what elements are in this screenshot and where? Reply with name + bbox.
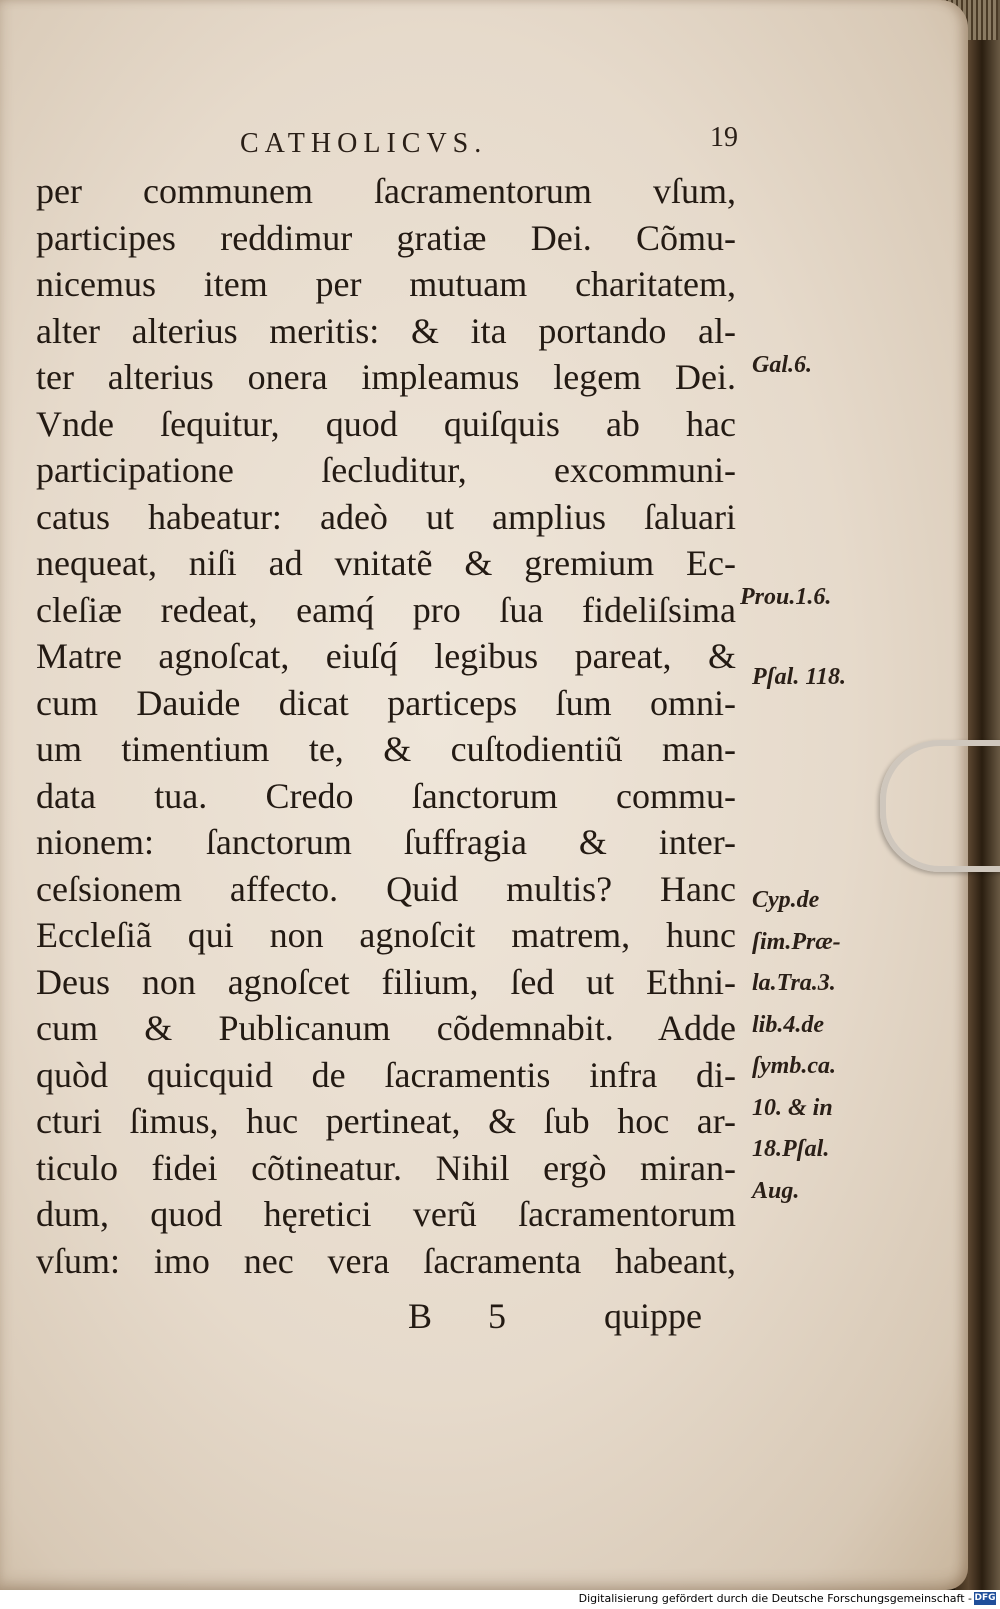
margin-line: 18.Pſal. [752, 1136, 830, 1162]
dfg-logo: DFG [974, 1593, 996, 1603]
text-line: catus habeatur: adeò ut amplius ſaluari [36, 496, 736, 537]
text-line: nionem: ſanctorum ſuffragia & inter- [36, 822, 736, 862]
text-line: quòd quicquid de ſacramentis infra di- [36, 1054, 736, 1095]
margin-note-cyprian [752, 880, 882, 1212]
text-line: participatione ſecluditur, excommuni- [36, 450, 736, 490]
text-line: Eccleſiã qui non agnoſcit matrem, hunc [36, 915, 736, 955]
text-line: dum, quod hęretici verũ ſacramentorum [36, 1194, 736, 1234]
text-line: cturi ſimus, huc pertineat, & ſub hoc ar- [36, 1101, 736, 1141]
text-line: alter alterius meritis: & ita portando al- [36, 310, 736, 351]
margin-line: lib.4.de [752, 1011, 824, 1038]
text-line: cleſiæ redeat, eamq́ pro ſua fideliſsima [36, 589, 736, 630]
margin-line: 10. & in [752, 1094, 833, 1121]
margin-line: Aug. [752, 1177, 800, 1204]
text-line: Vnde ſequitur, quod quiſquis ab hac [36, 403, 736, 444]
margin-line: la.Tra.3. [752, 970, 836, 996]
margin-line: ſymb.ca. [752, 1053, 836, 1079]
text-line: participes reddimur gratiæ Dei. Cõmu- [36, 217, 736, 258]
margin-note-prou: Prou.1.6. [740, 584, 832, 610]
funding-credit: Digitalisierung gefördert durch die Deutsche Forschungsgemeinschaft - [578, 1592, 972, 1605]
text-line: Matre agnoſcat, eiuſq́ legibus pareat, & [36, 636, 736, 676]
text-line: vſum: imo nec vera ſacramenta habeant, [36, 1240, 736, 1281]
margin-note-psal: Pſal. 118. [752, 664, 846, 690]
text-line: ticulo fidei cõtineatur. Nihil ergò miran- [36, 1147, 736, 1188]
folio-number: 19 [710, 122, 738, 153]
signature-mark: B [408, 1296, 433, 1336]
catchword: quippe [604, 1296, 702, 1336]
text-line: cum & Publicanum cõdemnabit. Adde [36, 1008, 736, 1048]
text-line: nequeat, niſi ad vnitatẽ & gremium Ec- [36, 543, 736, 583]
margin-line: ſim.Præ- [752, 928, 841, 955]
margin-line: Cyp.de [752, 887, 820, 913]
text-line: data tua. Credo ſanctorum commu- [36, 775, 736, 816]
text-line: ceſsionem affecto. Quid multis? Hanc [36, 868, 736, 909]
text-line: um timentium te, & cuſtodientiũ man- [36, 729, 736, 769]
running-head: CATHOLICVS. [240, 128, 488, 159]
text-line: Deus non agnoſcet filium, ſed ut Ethni- [36, 961, 736, 1002]
text-line: per communem ſacramentorum vſum, [36, 171, 736, 211]
signature-number: 5 [488, 1296, 506, 1336]
text-line: ter alterius onera impleamus legem Dei. [36, 357, 736, 397]
text-line: cum Dauide dicat particeps ſum omni- [36, 682, 736, 723]
page-clip [880, 740, 1000, 872]
text-line: nicemus item per mutuam charitatem, [36, 264, 736, 304]
body-text [36, 168, 736, 1284]
margin-note-gal: Gal.6. [752, 352, 812, 378]
